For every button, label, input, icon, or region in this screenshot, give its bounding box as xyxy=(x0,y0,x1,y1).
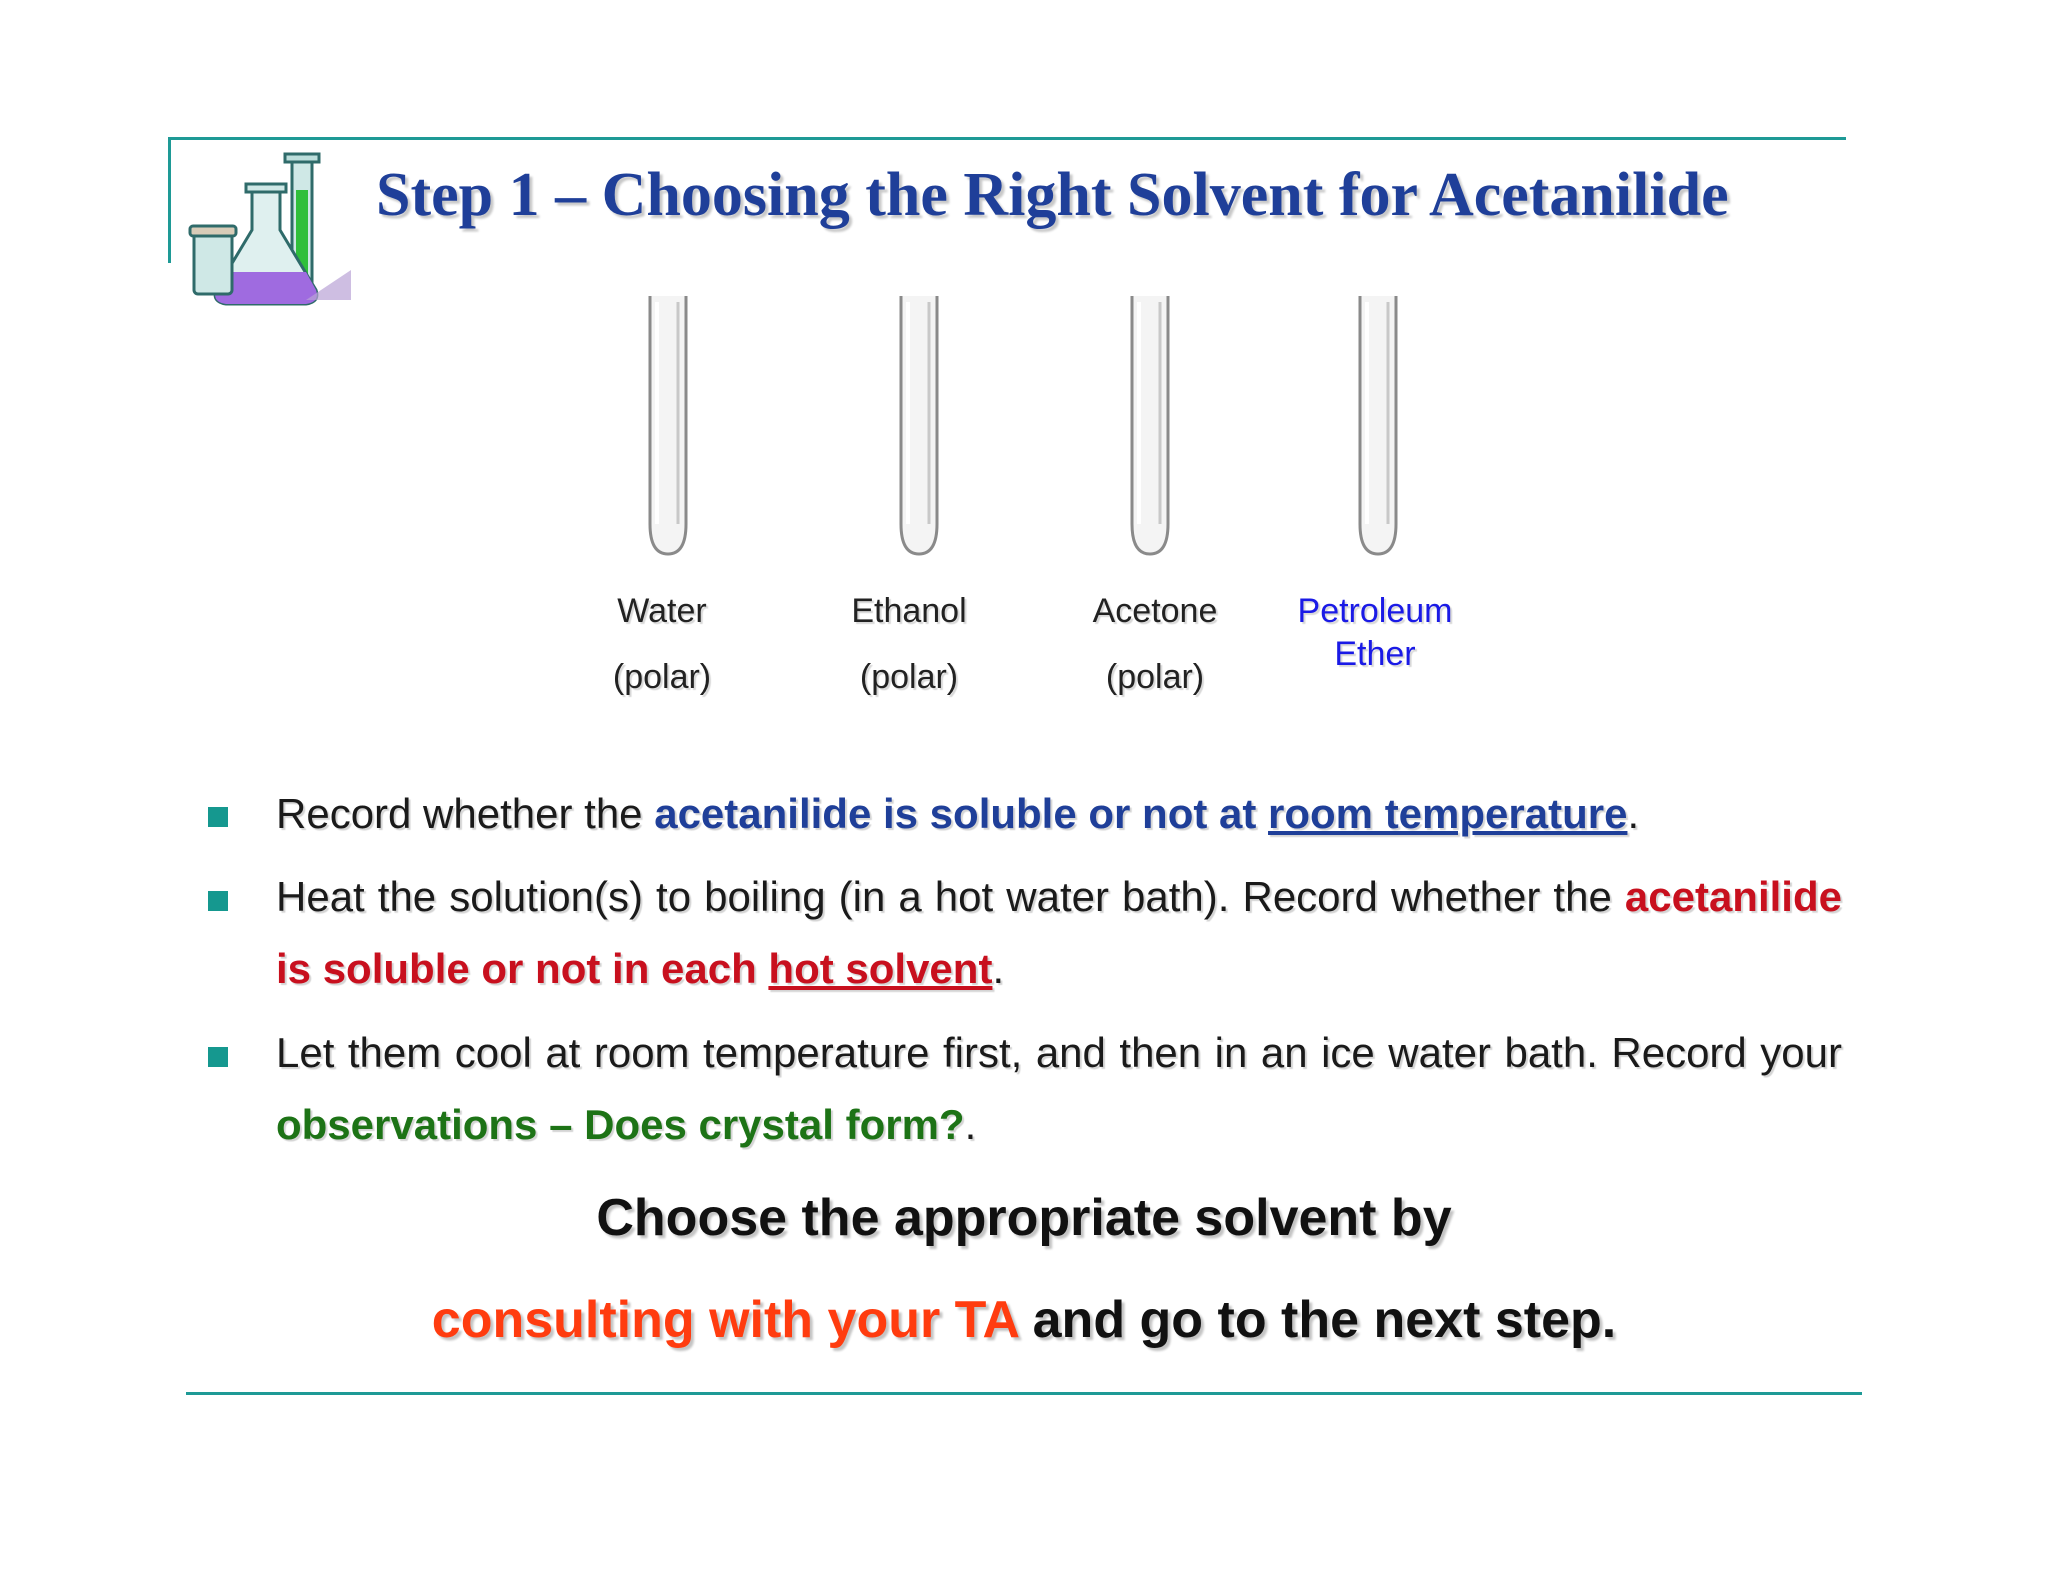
bullet-marker xyxy=(208,891,228,911)
bullet-marker xyxy=(208,1047,228,1067)
solvent-note-ethanol: (polar) xyxy=(859,658,959,696)
test-tube-acetone-icon xyxy=(1126,292,1174,560)
bullet-text-3: Let them cool at room temperature first, and then in an ice water bath. Record your observations – Does crystal form?. xyxy=(276,1029,1842,1148)
conclusion-highlight: consulting with your TA xyxy=(431,1291,1019,1349)
bullet-1-highlight: acetanilide is soluble or not at xyxy=(654,790,1269,837)
frame-top-rule xyxy=(168,137,1846,140)
bullet-marker xyxy=(208,807,228,827)
frame-bottom-rule xyxy=(186,1392,1862,1395)
conclusion-line-1: Choose the appropriate solvent by xyxy=(596,1189,1452,1247)
solvent-name-water: Water xyxy=(617,592,707,630)
solvent-name-ethanol: Ethanol xyxy=(851,592,967,630)
test-tube-water-icon xyxy=(644,292,692,560)
frame-left-rule xyxy=(168,137,171,263)
solvent-name-acetone: Acetone xyxy=(1092,592,1218,630)
bullet-2-underlined: hot solvent xyxy=(768,945,993,992)
bullet-text-2: Heat the solution(s) to boiling (in a hot water bath). Record whether the acetanilide is soluble or not in each hot solvent. xyxy=(276,873,1842,992)
solvent-note-acetone: (polar) xyxy=(1105,658,1205,696)
solvent-name-ether: Ether xyxy=(1334,635,1416,673)
test-tube-petroleum-ether-icon xyxy=(1354,292,1402,560)
test-tube-ethanol-icon xyxy=(895,292,943,560)
solvent-name-petroleum: Petroleum xyxy=(1297,592,1453,630)
bullet-2-highlight: acetanilide is soluble or not in each xyxy=(276,873,1842,992)
bullet-1-underlined: room temperature xyxy=(1268,790,1628,837)
solvent-note-water: (polar) xyxy=(612,658,712,696)
page-title: Step 1 – Choosing the Right Solvent for Acetanilide xyxy=(376,161,1729,229)
conclusion-line-2: consulting with your TA and go to the next step. xyxy=(431,1291,1617,1349)
bullet-text-1: Record whether the acetanilide is soluble or not at room temperature. xyxy=(276,790,1640,837)
lab-glassware-icon xyxy=(186,150,356,315)
bullet-3-highlight: observations – Does crystal form? xyxy=(276,1101,965,1148)
